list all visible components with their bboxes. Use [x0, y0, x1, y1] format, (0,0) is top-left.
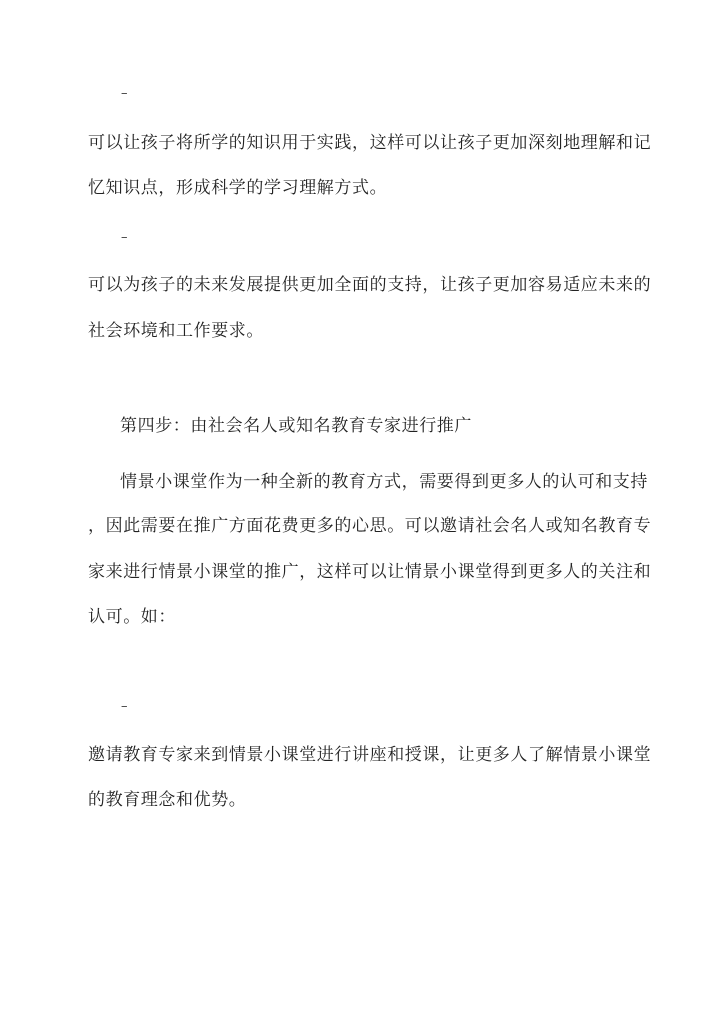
step4-heading: 第四步：由社会名人或知名教育专家进行推广 — [120, 416, 472, 436]
step4-paragraph-line-3: 家来进行情景小课堂的推广，这样可以让情景小课堂得到更多人的关注和 — [88, 562, 652, 582]
bullet-2-line-1: 可以为孩子的未来发展提供更加全面的支持，让孩子更加容易适应未来的 — [88, 275, 652, 295]
bullet-1-line-2: 忆知识点，形成科学的学习理解方式。 — [88, 178, 388, 198]
bullet-marker: – — [121, 230, 128, 245]
bullet-3-line-1: 邀请教育专家来到情景小课堂进行讲座和授课，让更多人了解情景小课堂 — [88, 745, 652, 765]
bullet-marker: – — [121, 699, 128, 714]
bullet-2-line-2: 社会环境和工作要求。 — [88, 321, 264, 341]
step4-paragraph-line-2: ，因此需要在推广方面花费更多的心思。可以邀请社会名人或知名教育专 — [88, 516, 652, 536]
bullet-3-line-2: 的教育理念和优势。 — [88, 790, 247, 810]
step4-paragraph-line-1: 情景小课堂作为一种全新的教育方式，需要得到更多人的认可和支持 — [120, 472, 648, 492]
bullet-marker: – — [121, 86, 128, 101]
bullet-1-line-1: 可以让孩子将所学的知识用于实践，这样可以让孩子更加深刻地理解和记 — [88, 133, 652, 153]
step4-paragraph-line-4: 认可。如： — [88, 607, 176, 627]
